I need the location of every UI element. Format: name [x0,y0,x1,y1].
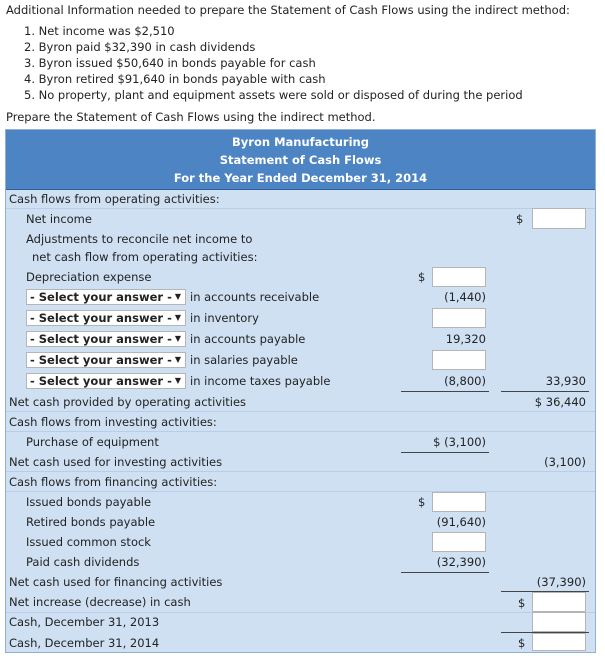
net-financing-label: Net cash used for financing activities [9,575,223,589]
chevron-down-icon: ▼ [174,355,181,364]
issued-bonds-label: Issued bonds payable [26,495,152,509]
issued-bonds-input[interactable] [432,492,486,512]
statement-period: For the Year Ended December 31, 2014 [173,171,428,185]
dollar-sign: $ [518,596,526,610]
net-operating-value: $ 36,440 [534,395,586,409]
inventory-input[interactable] [432,308,486,328]
select-placeholder: - Select your answer - [30,374,172,388]
info-item-4: 4. Byron retired $91,640 in bonds payable with cash [24,72,326,86]
income-taxes-label: in income taxes payable [190,374,331,388]
depreciation-label: Depreciation expense [26,270,152,284]
info-item-2: 2. Byron paid $32,390 in cash dividends [24,40,256,54]
taxes-change-select[interactable] [26,373,186,389]
subtotal-underline [501,391,589,392]
chevron-down-icon: ▼ [174,313,181,322]
operating-section-label: Cash flows from operating activities: [9,192,220,206]
select-placeholder: - Select your answer - [30,290,172,304]
chevron-down-icon: ▼ [174,292,181,301]
ap-change-select[interactable] [26,331,186,347]
info-item-3: 3. Byron issued $50,640 in bonds payable for cash [24,56,316,70]
adjustments-label-2: net cash flow from operating activities: [32,250,258,264]
dollar-sign: $ [418,495,426,509]
dollar-sign: $ [418,270,426,284]
salaries-payable-label: in salaries payable [190,353,298,367]
net-income-input[interactable] [532,208,586,229]
row-divider [6,491,595,492]
intro-heading: Additional Information needed to prepare the Statement of Cash Flows using the indirect method: [6,3,570,17]
cash-2014-input[interactable] [532,633,586,651]
prompt-text: Prepare the Statement of Cash Flows using the indirect method. [6,110,376,124]
adjustments-label-1: Adjustments to reconcile net income to [26,232,253,246]
taxes-value: (8,800) [444,374,486,388]
net-operating-label: Net cash provided by operating activities [9,395,247,409]
ar-value: (1,440) [444,290,486,304]
accounts-payable-label: in accounts payable [190,332,306,346]
salaries-input[interactable] [432,350,486,370]
financing-section-label: Cash flows from financing activities: [9,475,218,489]
cash-2014-label: Cash, December 31, 2014 [9,636,160,650]
net-change-input[interactable] [532,592,586,612]
chevron-down-icon: ▼ [174,334,181,343]
dividends-label: Paid cash dividends [26,555,140,569]
depreciation-input[interactable] [432,267,486,287]
row-divider [6,208,595,209]
dividends-value: (32,390) [436,555,486,569]
dollar-sign: $ [516,212,524,226]
info-item-1: 1. Net income was $2,510 [24,24,175,38]
investing-section-label: Cash flows from investing activities: [9,415,217,429]
row-divider [6,431,595,432]
select-placeholder: - Select your answer - [30,353,172,367]
chevron-down-icon: ▼ [174,376,181,385]
dollar-sign: $ [518,636,526,650]
issued-stock-label: Issued common stock [26,535,151,549]
cash-2013-input[interactable] [532,612,586,632]
net-financing-value: (37,390) [536,575,586,589]
equipment-value: $ (3,100) [433,435,486,449]
net-income-label: Net income [26,212,92,226]
info-item-5: 5. No property, plant and equipment assets were sold or disposed of during the period [24,88,523,102]
retired-bonds-value: (91,640) [436,515,486,529]
net-investing-label: Net cash used for investing activities [9,455,223,469]
subtotal-underline [401,452,489,453]
retired-bonds-label: Retired bonds payable [26,515,156,529]
row-divider [6,411,595,412]
statement-header [6,130,595,190]
row-divider [6,612,595,613]
ar-change-select[interactable] [26,289,186,305]
subtotal-underline [401,391,489,392]
inventory-change-select[interactable] [26,310,186,326]
select-placeholder: - Select your answer - [30,311,172,325]
cash-2013-label: Cash, December 31, 2013 [9,615,160,629]
cash-flow-statement [5,129,596,653]
issued-stock-input[interactable] [432,532,486,552]
accounts-receivable-label: in accounts receivable [190,290,320,304]
subtotal-underline [401,572,489,573]
row-divider [6,471,595,472]
select-placeholder: - Select your answer - [30,332,172,346]
equipment-label: Purchase of equipment [26,435,159,449]
adjustments-total: 33,930 [545,374,586,388]
salaries-change-select[interactable] [26,352,186,368]
statement-title: Statement of Cash Flows [219,153,382,167]
ap-value: 19,320 [445,332,486,346]
net-change-label: Net increase (decrease) in cash [9,595,191,609]
net-investing-value: (3,100) [544,455,586,469]
company-name: Byron Manufacturing [232,135,369,149]
inventory-label: in inventory [190,311,259,325]
